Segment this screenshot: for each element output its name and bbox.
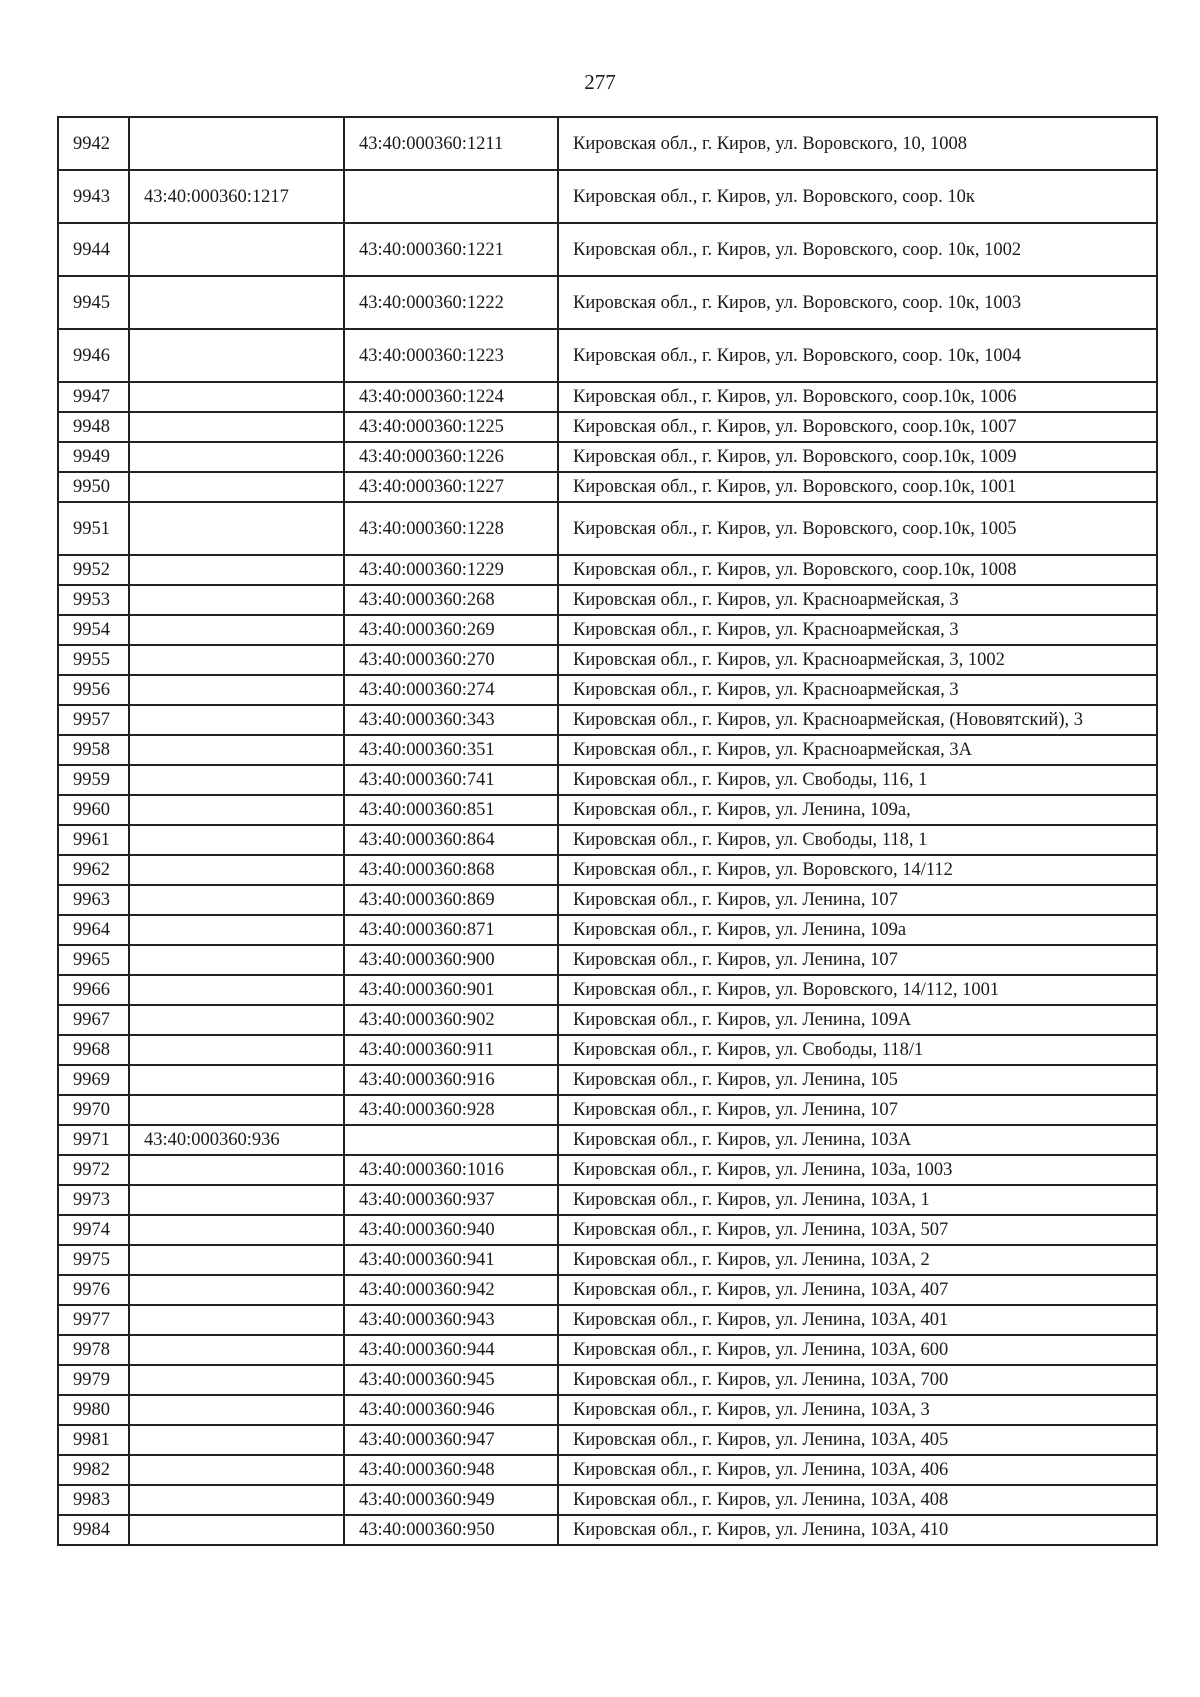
- table-row: [58, 1485, 1157, 1515]
- address-cell: Кировская обл., г. Киров, ул. Ленина, 107: [558, 1095, 1157, 1125]
- address-cell: Кировская обл., г. Киров, ул. Ленина, 103А, 406: [558, 1455, 1157, 1485]
- address-cell: Кировская обл., г. Киров, ул. Свободы, 118, 1: [558, 825, 1157, 855]
- address-cell: Кировская обл., г. Киров, ул. Ленина, 109а: [558, 915, 1157, 945]
- table-row: [58, 1455, 1157, 1485]
- cadastral-building-cell: [129, 329, 344, 382]
- cadastral-building-cell: [129, 1515, 344, 1545]
- cadastral-room-cell: 43:40:000360:950: [344, 1515, 558, 1545]
- row-number-cell: 9953: [58, 585, 129, 615]
- cadastral-building-cell: [129, 705, 344, 735]
- row-number-cell: 9975: [58, 1245, 129, 1275]
- address-cell: Кировская обл., г. Киров, ул. Ленина, 105: [558, 1065, 1157, 1095]
- cadastral-building-cell: [129, 412, 344, 442]
- cadastral-building-cell: 43:40:000360:1217: [129, 170, 344, 223]
- row-number-cell: 9943: [58, 170, 129, 223]
- cadastral-room-cell: 43:40:000360:1224: [344, 382, 558, 412]
- cadastral-room-cell: 43:40:000360:911: [344, 1035, 558, 1065]
- cadastral-room-cell: 43:40:000360:944: [344, 1335, 558, 1365]
- cadastral-room-cell: 43:40:000360:869: [344, 885, 558, 915]
- cadastral-building-cell: [129, 645, 344, 675]
- cadastral-room-cell: 43:40:000360:741: [344, 765, 558, 795]
- address-cell: Кировская обл., г. Киров, ул. Ленина, 109а,: [558, 795, 1157, 825]
- cadastral-room-cell: 43:40:000360:274: [344, 675, 558, 705]
- row-number-cell: 9970: [58, 1095, 129, 1125]
- table-row: [58, 276, 1157, 329]
- registry-table: [57, 116, 1158, 1546]
- cadastral-room-cell: [344, 170, 558, 223]
- cadastral-building-cell: [129, 1425, 344, 1455]
- address-cell: Кировская обл., г. Киров, ул. Воровского, соор. 10к, 1004: [558, 329, 1157, 382]
- row-number-cell: 9971: [58, 1125, 129, 1155]
- table-row: [58, 502, 1157, 555]
- address-cell: Кировская обл., г. Киров, ул. Воровского, соор. 10к: [558, 170, 1157, 223]
- row-number-cell: 9956: [58, 675, 129, 705]
- cadastral-building-cell: [129, 885, 344, 915]
- table-row: [58, 1275, 1157, 1305]
- address-cell: Кировская обл., г. Киров, ул. Воровского, 14/112, 1001: [558, 975, 1157, 1005]
- address-cell: Кировская обл., г. Киров, ул. Красноармейская, 3А: [558, 735, 1157, 765]
- address-cell: Кировская обл., г. Киров, ул. Свободы, 116, 1: [558, 765, 1157, 795]
- cadastral-building-cell: [129, 555, 344, 585]
- table-row: [58, 1125, 1157, 1155]
- table-row: [58, 555, 1157, 585]
- row-number-cell: 9946: [58, 329, 129, 382]
- cadastral-room-cell: 43:40:000360:864: [344, 825, 558, 855]
- cadastral-building-cell: [129, 442, 344, 472]
- row-number-cell: 9952: [58, 555, 129, 585]
- cadastral-room-cell: 43:40:000360:1211: [344, 117, 558, 170]
- registry-table-body: [58, 117, 1157, 1545]
- cadastral-building-cell: [129, 585, 344, 615]
- row-number-cell: 9968: [58, 1035, 129, 1065]
- row-number-cell: 9976: [58, 1275, 129, 1305]
- address-cell: Кировская обл., г. Киров, ул. Воровского, соор.10к, 1009: [558, 442, 1157, 472]
- address-cell: Кировская обл., г. Киров, ул. Воровского, соор.10к, 1008: [558, 555, 1157, 585]
- address-cell: Кировская обл., г. Киров, ул. Воровского, соор.10к, 1006: [558, 382, 1157, 412]
- cadastral-room-cell: 43:40:000360:900: [344, 945, 558, 975]
- table-row: [58, 885, 1157, 915]
- cadastral-room-cell: 43:40:000360:1016: [344, 1155, 558, 1185]
- cadastral-room-cell: 43:40:000360:1226: [344, 442, 558, 472]
- cadastral-building-cell: [129, 223, 344, 276]
- cadastral-building-cell: [129, 1005, 344, 1035]
- cadastral-building-cell: [129, 382, 344, 412]
- table-row: [58, 795, 1157, 825]
- cadastral-room-cell: 43:40:000360:947: [344, 1425, 558, 1455]
- cadastral-room-cell: 43:40:000360:1228: [344, 502, 558, 555]
- row-number-cell: 9977: [58, 1305, 129, 1335]
- cadastral-room-cell: 43:40:000360:351: [344, 735, 558, 765]
- address-cell: Кировская обл., г. Киров, ул. Ленина, 103А, 1: [558, 1185, 1157, 1215]
- address-cell: Кировская обл., г. Киров, ул. Воровского, 10, 1008: [558, 117, 1157, 170]
- cadastral-room-cell: 43:40:000360:941: [344, 1245, 558, 1275]
- table-row: [58, 223, 1157, 276]
- address-cell: Кировская обл., г. Киров, ул. Красноармейская, 3, 1002: [558, 645, 1157, 675]
- row-number-cell: 9974: [58, 1215, 129, 1245]
- table-row: [58, 1005, 1157, 1035]
- table-row: [58, 615, 1157, 645]
- cadastral-building-cell: [129, 945, 344, 975]
- cadastral-building-cell: [129, 502, 344, 555]
- row-number-cell: 9942: [58, 117, 129, 170]
- row-number-cell: 9944: [58, 223, 129, 276]
- cadastral-room-cell: 43:40:000360:851: [344, 795, 558, 825]
- address-cell: Кировская обл., г. Киров, ул. Ленина, 103А, 408: [558, 1485, 1157, 1515]
- table-row: [58, 675, 1157, 705]
- row-number-cell: 9957: [58, 705, 129, 735]
- address-cell: Кировская обл., г. Киров, ул. Ленина, 103А, 410: [558, 1515, 1157, 1545]
- cadastral-building-cell: [129, 1035, 344, 1065]
- cadastral-building-cell: [129, 795, 344, 825]
- cadastral-room-cell: 43:40:000360:948: [344, 1455, 558, 1485]
- row-number-cell: 9984: [58, 1515, 129, 1545]
- address-cell: Кировская обл., г. Киров, ул. Ленина, 103А, 405: [558, 1425, 1157, 1455]
- cadastral-room-cell: 43:40:000360:942: [344, 1275, 558, 1305]
- row-number-cell: 9960: [58, 795, 129, 825]
- address-cell: Кировская обл., г. Киров, ул. Красноармейская, 3: [558, 675, 1157, 705]
- row-number-cell: 9983: [58, 1485, 129, 1515]
- row-number-cell: 9980: [58, 1395, 129, 1425]
- row-number-cell: 9961: [58, 825, 129, 855]
- cadastral-room-cell: 43:40:000360:928: [344, 1095, 558, 1125]
- cadastral-building-cell: [129, 1365, 344, 1395]
- cadastral-building-cell: [129, 825, 344, 855]
- cadastral-room-cell: 43:40:000360:940: [344, 1215, 558, 1245]
- cadastral-room-cell: 43:40:000360:269: [344, 615, 558, 645]
- cadastral-building-cell: [129, 765, 344, 795]
- table-row: [58, 472, 1157, 502]
- cadastral-building-cell: [129, 1455, 344, 1485]
- address-cell: Кировская обл., г. Киров, ул. Красноармейская, 3: [558, 585, 1157, 615]
- table-row: [58, 117, 1157, 170]
- address-cell: Кировская обл., г. Киров, ул. Воровского, 14/112: [558, 855, 1157, 885]
- cadastral-building-cell: [129, 1245, 344, 1275]
- cadastral-room-cell: 43:40:000360:1222: [344, 276, 558, 329]
- row-number-cell: 9972: [58, 1155, 129, 1185]
- table-row: [58, 1395, 1157, 1425]
- address-cell: Кировская обл., г. Киров, ул. Ленина, 103А, 700: [558, 1365, 1157, 1395]
- cadastral-room-cell: 43:40:000360:1227: [344, 472, 558, 502]
- cadastral-building-cell: [129, 975, 344, 1005]
- page-number: 277: [584, 70, 616, 94]
- cadastral-room-cell: 43:40:000360:901: [344, 975, 558, 1005]
- cadastral-room-cell: 43:40:000360:268: [344, 585, 558, 615]
- row-number-cell: 9982: [58, 1455, 129, 1485]
- cadastral-building-cell: [129, 1485, 344, 1515]
- row-number-cell: 9981: [58, 1425, 129, 1455]
- address-cell: Кировская обл., г. Киров, ул. Ленина, 107: [558, 885, 1157, 915]
- row-number-cell: 9948: [58, 412, 129, 442]
- address-cell: Кировская обл., г. Киров, ул. Ленина, 107: [558, 945, 1157, 975]
- row-number-cell: 9958: [58, 735, 129, 765]
- cadastral-building-cell: [129, 1095, 344, 1125]
- address-cell: Кировская обл., г. Киров, ул. Свободы, 118/1: [558, 1035, 1157, 1065]
- row-number-cell: 9969: [58, 1065, 129, 1095]
- address-cell: Кировская обл., г. Киров, ул. Ленина, 109А: [558, 1005, 1157, 1035]
- cadastral-room-cell: 43:40:000360:270: [344, 645, 558, 675]
- cadastral-room-cell: 43:40:000360:868: [344, 855, 558, 885]
- table-row: [58, 1155, 1157, 1185]
- row-number-cell: 9950: [58, 472, 129, 502]
- cadastral-building-cell: [129, 472, 344, 502]
- table-row: [58, 170, 1157, 223]
- cadastral-building-cell: [129, 1335, 344, 1365]
- table-row: [58, 1035, 1157, 1065]
- table-row: [58, 1215, 1157, 1245]
- table-row: [58, 412, 1157, 442]
- address-cell: Кировская обл., г. Киров, ул. Воровского, соор. 10к, 1003: [558, 276, 1157, 329]
- table-row: [58, 1065, 1157, 1095]
- row-number-cell: 9964: [58, 915, 129, 945]
- cadastral-room-cell: 43:40:000360:937: [344, 1185, 558, 1215]
- cadastral-building-cell: [129, 1185, 344, 1215]
- cadastral-building-cell: [129, 735, 344, 765]
- cadastral-room-cell: 43:40:000360:946: [344, 1395, 558, 1425]
- row-number-cell: 9947: [58, 382, 129, 412]
- table-row: [58, 585, 1157, 615]
- address-cell: Кировская обл., г. Киров, ул. Ленина, 103А, 407: [558, 1275, 1157, 1305]
- row-number-cell: 9959: [58, 765, 129, 795]
- address-cell: Кировская обл., г. Киров, ул. Ленина, 103А, 507: [558, 1215, 1157, 1245]
- row-number-cell: 9955: [58, 645, 129, 675]
- table-row: [58, 329, 1157, 382]
- cadastral-building-cell: [129, 276, 344, 329]
- table-row: [58, 1185, 1157, 1215]
- table-row: [58, 645, 1157, 675]
- cadastral-building-cell: [129, 1275, 344, 1305]
- row-number-cell: 9979: [58, 1365, 129, 1395]
- address-cell: Кировская обл., г. Киров, ул. Красноармейская, (Нововятский), 3: [558, 705, 1157, 735]
- table-row: [58, 705, 1157, 735]
- table-row: [58, 442, 1157, 472]
- cadastral-room-cell: 43:40:000360:943: [344, 1305, 558, 1335]
- cadastral-building-cell: [129, 1215, 344, 1245]
- address-cell: Кировская обл., г. Киров, ул. Красноармейская, 3: [558, 615, 1157, 645]
- table-row: [58, 855, 1157, 885]
- cadastral-room-cell: 43:40:000360:1221: [344, 223, 558, 276]
- row-number-cell: 9965: [58, 945, 129, 975]
- table-row: [58, 1245, 1157, 1275]
- table-row: [58, 1335, 1157, 1365]
- cadastral-room-cell: 43:40:000360:902: [344, 1005, 558, 1035]
- cadastral-building-cell: [129, 1155, 344, 1185]
- address-cell: Кировская обл., г. Киров, ул. Ленина, 103А, 2: [558, 1245, 1157, 1275]
- row-number-cell: 9978: [58, 1335, 129, 1365]
- address-cell: Кировская обл., г. Киров, ул. Ленина, 103А, 600: [558, 1335, 1157, 1365]
- row-number-cell: 9945: [58, 276, 129, 329]
- table-row: [58, 1305, 1157, 1335]
- address-cell: Кировская обл., г. Киров, ул. Ленина, 103а, 1003: [558, 1155, 1157, 1185]
- cadastral-building-cell: [129, 1305, 344, 1335]
- address-cell: Кировская обл., г. Киров, ул. Воровского, соор.10к, 1007: [558, 412, 1157, 442]
- address-cell: Кировская обл., г. Киров, ул. Ленина, 103А: [558, 1125, 1157, 1155]
- cadastral-room-cell: 43:40:000360:1223: [344, 329, 558, 382]
- row-number-cell: 9951: [58, 502, 129, 555]
- row-number-cell: 9963: [58, 885, 129, 915]
- table-row: [58, 1365, 1157, 1395]
- cadastral-room-cell: 43:40:000360:916: [344, 1065, 558, 1095]
- table-row: [58, 945, 1157, 975]
- address-cell: Кировская обл., г. Киров, ул. Воровского, соор.10к, 1001: [558, 472, 1157, 502]
- cadastral-building-cell: [129, 1065, 344, 1095]
- cadastral-building-cell: [129, 915, 344, 945]
- cadastral-building-cell: [129, 117, 344, 170]
- cadastral-room-cell: 43:40:000360:945: [344, 1365, 558, 1395]
- cadastral-building-cell: [129, 615, 344, 645]
- row-number-cell: 9966: [58, 975, 129, 1005]
- table-row: [58, 765, 1157, 795]
- address-cell: Кировская обл., г. Киров, ул. Ленина, 103А, 401: [558, 1305, 1157, 1335]
- cadastral-building-cell: [129, 675, 344, 705]
- row-number-cell: 9949: [58, 442, 129, 472]
- cadastral-room-cell: 43:40:000360:343: [344, 705, 558, 735]
- row-number-cell: 9954: [58, 615, 129, 645]
- cadastral-room-cell: 43:40:000360:1229: [344, 555, 558, 585]
- cadastral-building-cell: 43:40:000360:936: [129, 1125, 344, 1155]
- cadastral-room-cell: [344, 1125, 558, 1155]
- table-row: [58, 735, 1157, 765]
- row-number-cell: 9962: [58, 855, 129, 885]
- row-number-cell: 9967: [58, 1005, 129, 1035]
- table-row: [58, 1095, 1157, 1125]
- address-cell: Кировская обл., г. Киров, ул. Ленина, 103А, 3: [558, 1395, 1157, 1425]
- table-row: [58, 975, 1157, 1005]
- table-row: [58, 1515, 1157, 1545]
- table-row: [58, 1425, 1157, 1455]
- cadastral-room-cell: 43:40:000360:1225: [344, 412, 558, 442]
- cadastral-room-cell: 43:40:000360:949: [344, 1485, 558, 1515]
- address-cell: Кировская обл., г. Киров, ул. Воровского, соор. 10к, 1002: [558, 223, 1157, 276]
- table-row: [58, 825, 1157, 855]
- address-cell: Кировская обл., г. Киров, ул. Воровского, соор.10к, 1005: [558, 502, 1157, 555]
- row-number-cell: 9973: [58, 1185, 129, 1215]
- cadastral-room-cell: 43:40:000360:871: [344, 915, 558, 945]
- cadastral-building-cell: [129, 1395, 344, 1425]
- cadastral-building-cell: [129, 855, 344, 885]
- table-row: [58, 915, 1157, 945]
- table-row: [58, 382, 1157, 412]
